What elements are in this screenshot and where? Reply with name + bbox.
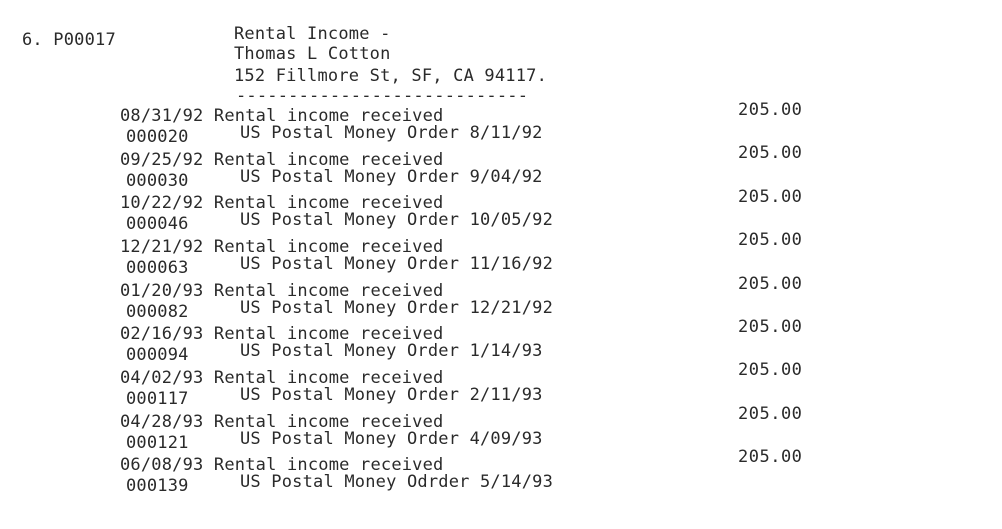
entry-memo: US Postal Money Order 10/05/92 [240, 210, 554, 231]
entry-description: Rental income received [213, 324, 444, 345]
entry-description: Rental income received [213, 367, 444, 388]
entry-amount: 205.00 [738, 360, 803, 381]
entry-spacer [203, 237, 213, 257]
entry-date: 08/31/92 [120, 106, 204, 126]
entry-memo: US Postal Money Order 2/11/93 [240, 384, 543, 405]
entry-amount: 205.00 [738, 447, 803, 468]
entry-date: 12/21/92 [120, 236, 204, 257]
item-number: 6. P00017 [22, 30, 116, 50]
entry-ref: 000030 [126, 170, 189, 191]
entry-spacer [203, 193, 213, 213]
entry-spacer [203, 412, 213, 432]
entry-ref: 000063 [126, 257, 189, 278]
entry-date: 09/25/92 [120, 149, 204, 170]
entry-date: 04/28/93 [120, 411, 204, 432]
entry-ref: 000139 [126, 476, 189, 497]
entry-memo: US Postal Money Order 4/09/93 [240, 428, 543, 449]
entry-ref: 000082 [126, 301, 189, 322]
entry-spacer [203, 150, 213, 170]
entry-description: Rental income received [213, 149, 444, 170]
entry-spacer [203, 106, 213, 126]
entry-amount: 205.00 [738, 100, 803, 120]
entry-description: Rental income received [213, 193, 444, 214]
entry-memo: US Postal Money Order 12/21/92 [240, 297, 554, 318]
entry-spacer [203, 455, 213, 475]
entry-description: Rental income received [213, 455, 444, 476]
entry-memo: US Postal Money Order 11/16/92 [240, 253, 554, 274]
entry-ref: 000094 [126, 345, 189, 366]
entry-spacer [203, 324, 213, 344]
entry-amount: 205.00 [738, 273, 803, 294]
entry-memo: US Postal Money Order 8/11/92 [240, 123, 543, 143]
entry-date: 10/22/92 [120, 193, 204, 214]
entry-memo: US Postal Money Order 1/14/93 [240, 341, 543, 362]
entry-amount: 205.00 [738, 230, 803, 251]
entry-date: 01/20/93 [120, 280, 204, 301]
entry-ref: 000020 [126, 127, 189, 147]
entry-ref: 000117 [126, 388, 189, 409]
entry-ref: 000046 [126, 214, 189, 235]
entry-description: Rental income received [213, 106, 444, 126]
entry-ref: 000121 [126, 432, 189, 453]
entry-spacer [203, 281, 213, 301]
payer-address: 152 Fillmore St, SF, CA 94117. [234, 66, 548, 86]
entry-memo: US Postal Money Order 9/04/92 [240, 166, 543, 187]
entry-date: 04/02/93 [120, 367, 204, 388]
entry-description: Rental income received [213, 411, 444, 432]
entry-memo: US Postal Money Odrder 5/14/93 [240, 472, 554, 493]
entry-amount: 205.00 [738, 186, 803, 207]
entry-date: 06/08/93 [120, 455, 204, 476]
entry-amount: 205.00 [738, 143, 803, 164]
payer-name: Thomas L Cotton [234, 44, 391, 64]
entry-amount: 205.00 [738, 403, 803, 424]
entry-amount: 205.00 [738, 317, 803, 338]
item-title: Rental Income - [234, 24, 391, 44]
entry-description: Rental income received [213, 280, 444, 301]
entry-date: 02/16/93 [120, 324, 204, 345]
header-separator: ---------------------------- [236, 86, 529, 106]
entry-description: Rental income received [213, 236, 444, 257]
entry-spacer [203, 368, 213, 388]
